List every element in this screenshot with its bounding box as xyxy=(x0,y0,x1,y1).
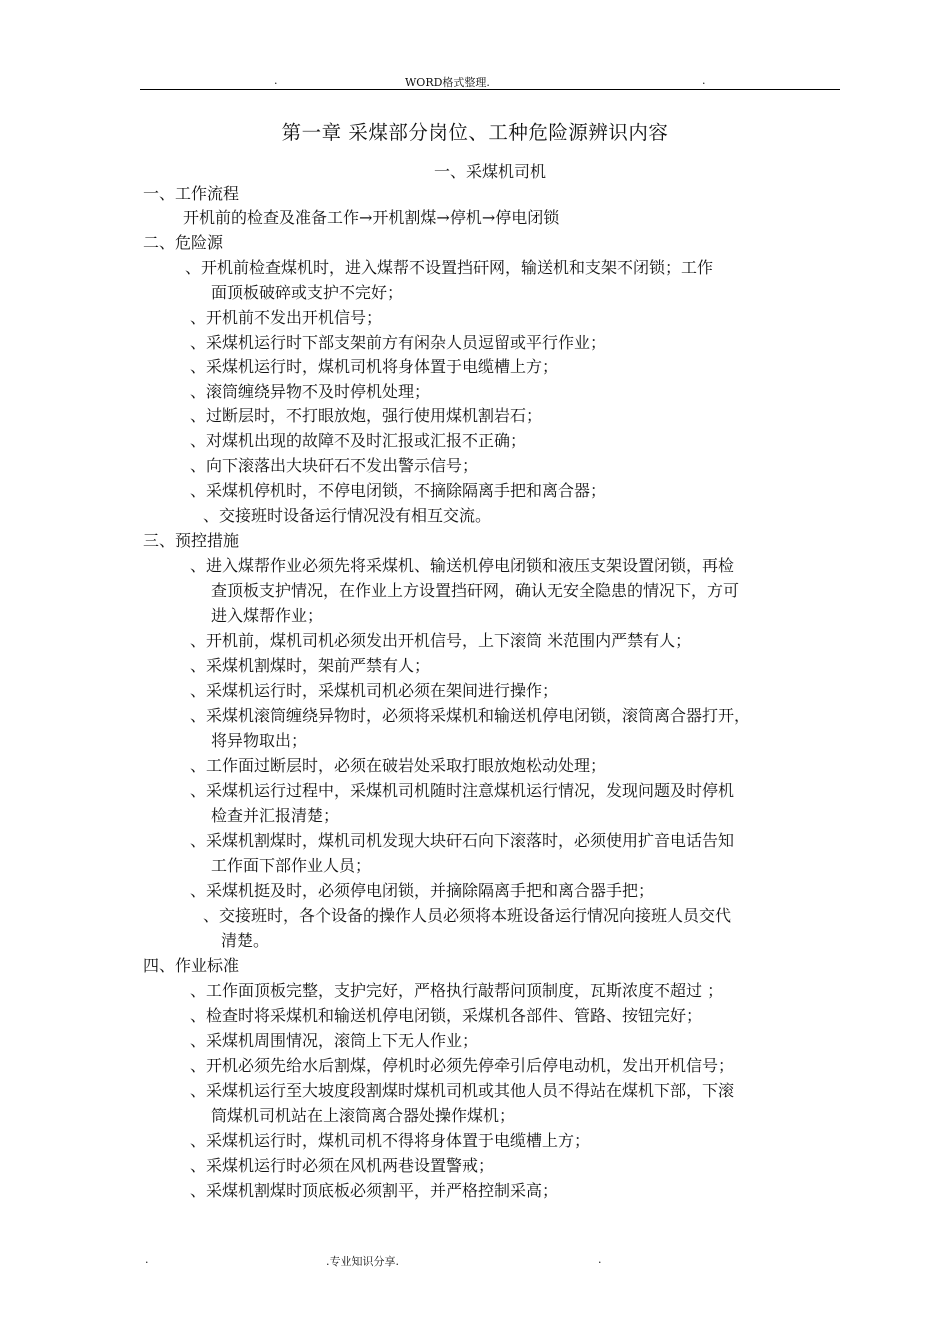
list-item: 、检查时将采煤机和输送机停电闭锁，采煤机各部件、管路、按钮完好； xyxy=(190,1006,703,1025)
list-item: 、采煤机割煤时顶底板必须割平，并严格控制采高； xyxy=(190,1181,559,1200)
section-heading: 三、预控措施 xyxy=(143,531,240,550)
list-item: 、采煤机运行时，煤机司机将身体置于电缆槽上方； xyxy=(190,357,559,376)
list-item: 、采煤机运行过程中，采煤机司机随时注意煤机运行情况，发现问题及时停机 xyxy=(190,781,735,800)
list-item-continuation: 清楚。 xyxy=(221,931,270,950)
header-right-dot: . xyxy=(702,74,706,87)
section-heading: 一、工作流程 xyxy=(143,184,240,203)
chapter-title: 第一章 采煤部分岗位、工种危险源辨识内容 xyxy=(281,121,669,144)
list-item-continuation: 将异物取出； xyxy=(211,731,308,750)
footer-left-dot: . xyxy=(145,1253,149,1266)
page-header xyxy=(140,74,840,90)
list-item: 、开机必须先给水后割煤，停机时必须先停牵引后停电动机，发出开机信号； xyxy=(190,1056,735,1075)
list-item: 、交接班时，各个设备的操作人员必须将本班设备运行情况向接班人员交代 xyxy=(203,906,732,925)
list-item: 、采煤机运行至大坡度段割煤时煤机司机或其他人员不得站在煤机下部，下滚 xyxy=(190,1081,735,1100)
list-item: 、工作面顶板完整，支护完好，严格执行敲帮问顶制度，瓦斯浓度不超过 ； xyxy=(190,981,724,1000)
list-item: 、采煤机割煤时，煤机司机发现大块矸石向下滚落时，必须使用扩音电话告知 xyxy=(190,831,735,850)
list-item: 、采煤机运行时，采煤机司机必须在架间进行操作； xyxy=(190,681,559,700)
list-item-continuation: 面顶板破碎或支护不完好； xyxy=(211,283,404,302)
section-heading: 四、作业标准 xyxy=(143,956,240,975)
footer-center-text: .专业知识分享. xyxy=(326,1255,399,1268)
list-item: 、过断层时，不打眼放炮，强行使用煤机割岩石； xyxy=(190,406,543,425)
list-item: 、采煤机割煤时，架前严禁有人； xyxy=(190,656,431,675)
list-item: 开机前的检查及准备工作→开机割煤→停机→停电闭锁 xyxy=(183,208,560,227)
list-item: 、开机前，煤机司机必须发出开机信号，上下滚筒 米范围内严禁有人； xyxy=(190,631,692,650)
header-center-text: WORD格式整理. xyxy=(405,76,490,89)
page-footer xyxy=(0,1253,950,1269)
list-item-continuation: 查顶板支护情况，在作业上方设置挡矸网，确认无安全隐患的情况下，方可 xyxy=(211,581,740,600)
section-subtitle: 一、采煤机司机 xyxy=(433,162,546,181)
footer-right-dot: . xyxy=(598,1253,602,1266)
list-item: 、采煤机运行时必须在风机两巷设置警戒； xyxy=(190,1156,495,1175)
list-item-continuation: 筒煤机司机站在上滚筒离合器处操作煤机； xyxy=(211,1106,516,1125)
list-item: 、采煤机停机时，不停电闭锁，不摘除隔离手把和离合器； xyxy=(190,481,607,500)
list-item-continuation: 检查并汇报清楚； xyxy=(211,806,340,825)
header-rule xyxy=(140,89,840,90)
list-item: 、对煤机出现的故障不及时汇报或汇报不正确； xyxy=(190,431,527,450)
header-left-dot: . xyxy=(274,74,278,87)
list-item: 、采煤机挺及时，必须停电闭锁，并摘除隔离手把和离合器手把； xyxy=(190,881,655,900)
list-item: 、采煤机运行时，煤机司机不得将身体置于电缆槽上方； xyxy=(190,1131,591,1150)
list-item: 、向下滚落出大块矸石不发出警示信号； xyxy=(190,456,479,475)
list-item: 、滚筒缠绕异物不及时停机处理； xyxy=(190,382,431,401)
list-item: 、开机前不发出开机信号； xyxy=(190,308,383,327)
list-item: 、进入煤帮作业必须先将采煤机、输送机停电闭锁和液压支架设置闭锁，再检 xyxy=(190,556,735,575)
list-item-continuation: 工作面下部作业人员； xyxy=(211,856,372,875)
list-item: 、工作面过断层时，必须在破岩处采取打眼放炮松动处理； xyxy=(190,756,607,775)
list-item: 、采煤机运行时下部支架前方有闲杂人员逗留或平行作业； xyxy=(190,333,607,352)
list-item: 、采煤机滚筒缠绕异物时，必须将采煤机和输送机停电闭锁，滚筒离合器打开， xyxy=(190,706,751,725)
list-item: 、采煤机周围情况，滚筒上下无人作业； xyxy=(190,1031,479,1050)
list-item: 、交接班时设备运行情况没有相互交流。 xyxy=(203,506,492,525)
list-item-continuation: 进入煤帮作业； xyxy=(211,606,324,625)
list-item: 、开机前检查煤机时，进入煤帮不设置挡矸网，输送机和支架不闭锁；工作 xyxy=(185,258,714,277)
section-heading: 二、危险源 xyxy=(143,233,224,252)
